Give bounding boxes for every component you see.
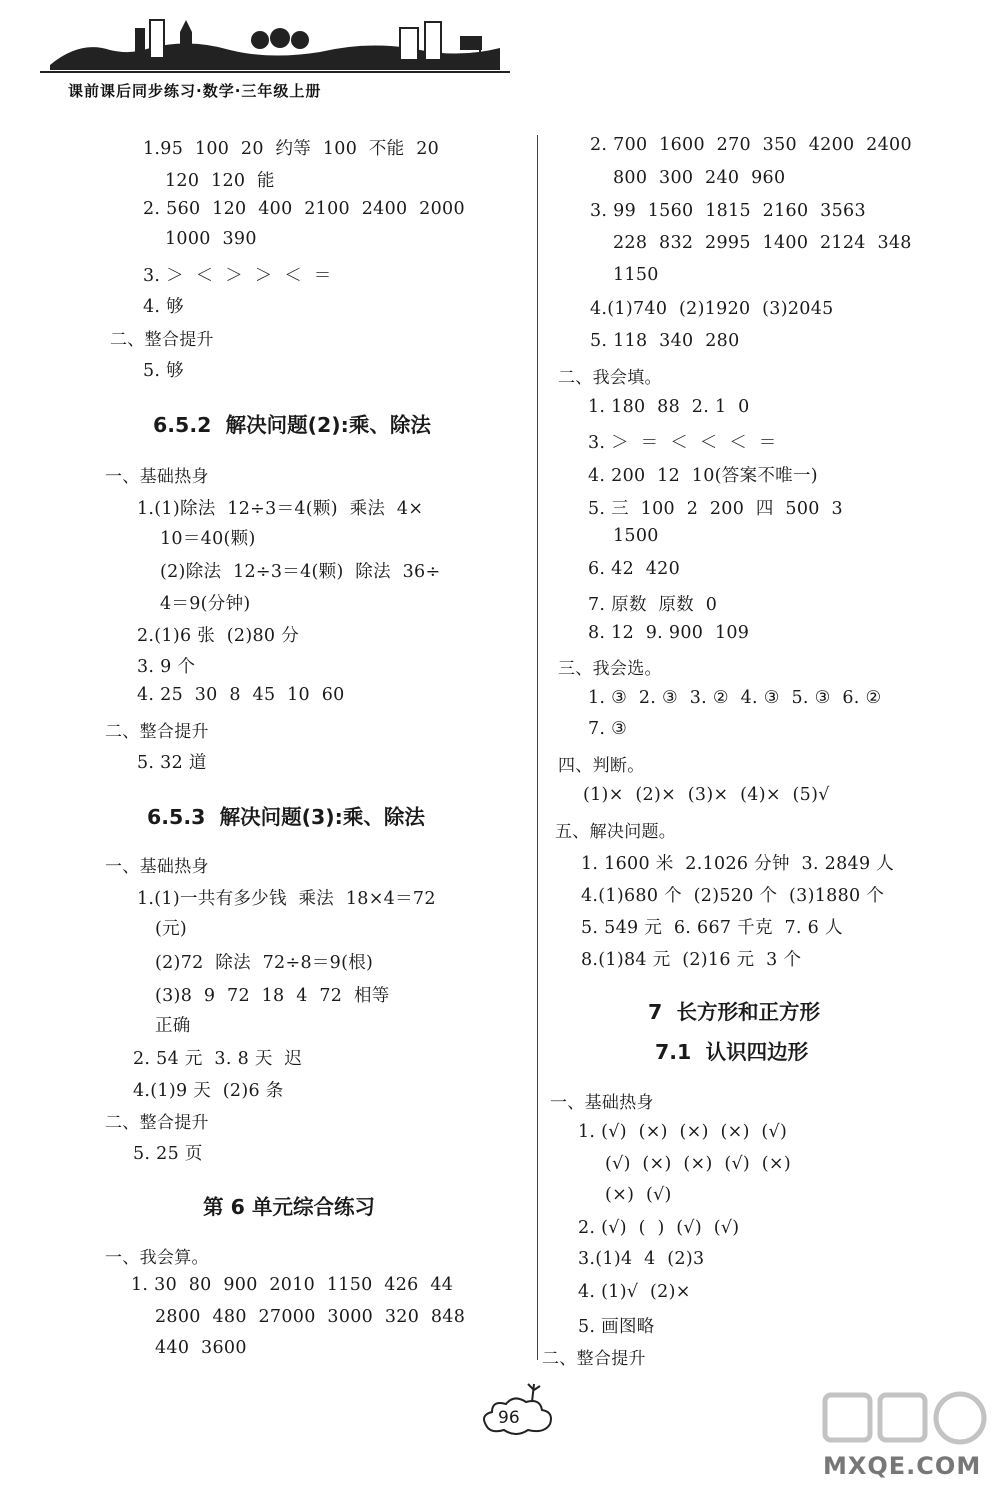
answer-line: 3. ＞ ＜ ＞ ＞ ＜ ＝ xyxy=(143,266,332,286)
header-banner xyxy=(40,10,510,100)
answer-line: (√) (×) (×) (√) (×) xyxy=(605,1154,791,1174)
answer-line: 3. ＞ ＝ ＜ ＜ ＜ ＝ xyxy=(588,433,777,453)
answer-line: 800 300 240 960 xyxy=(613,168,786,188)
section-label: 一、基础热身 xyxy=(550,1093,654,1113)
answer-line: 1. (√) (×) (×) (×) (√) xyxy=(578,1122,788,1142)
section-label: 二、整合提升 xyxy=(110,330,214,350)
answer-line: 10＝40(颗) xyxy=(160,529,256,549)
section-label: 一、我会算。 xyxy=(105,1248,209,1268)
answer-line: 1.95 100 20 约等 100 不能 20 xyxy=(143,139,440,159)
section-label: 五、解决问题。 xyxy=(555,822,677,842)
watermark-url: MXQE.COM xyxy=(823,1452,982,1480)
answer-line: 3. 9 个 xyxy=(137,657,196,677)
answer-line: 2800 480 27000 3000 320 848 xyxy=(155,1307,466,1327)
answer-line: 2.(1)6 张 (2)80 分 xyxy=(137,626,300,646)
answer-line: 5. 三 100 2 200 四 500 3 xyxy=(588,499,843,519)
answer-line: 1. 30 80 900 2010 1150 426 44 xyxy=(131,1275,454,1295)
column-divider xyxy=(537,135,538,1360)
answer-line: 1. 180 88 2. 1 0 xyxy=(588,397,750,417)
answer-line: (1)× (2)× (3)× (4)× (5)√ xyxy=(583,785,830,805)
answer-line: 2. 54 元 3. 8 天 迟 xyxy=(133,1049,303,1069)
answer-line: (2)72 除法 72÷8＝9(根) xyxy=(155,953,374,973)
answer-line: 440 3600 xyxy=(155,1338,247,1358)
answer-line: (3)8 9 72 18 4 72 相等 xyxy=(155,986,390,1006)
answer-line: 4. 25 30 8 45 10 60 xyxy=(137,685,345,705)
section-heading: 第 6 单元综合练习 xyxy=(203,1195,376,1219)
section-label: 一、基础热身 xyxy=(105,857,209,877)
answer-line: 4.(1)680 个 (2)520 个 (3)1880 个 xyxy=(581,886,885,906)
answer-line: 5. 549 元 6. 667 千克 7. 6 人 xyxy=(581,918,843,938)
answer-line: 228 832 2995 1400 2124 348 xyxy=(613,233,912,253)
answer-line: 5. 25 页 xyxy=(133,1144,203,1164)
section-label: 二、整合提升 xyxy=(542,1349,646,1369)
answer-line: 8.(1)84 元 (2)16 元 3 个 xyxy=(581,950,802,970)
answer-line: 1.(1)一共有多少钱 乘法 18×4＝72 xyxy=(137,889,436,909)
answer-line: 7. 原数 原数 0 xyxy=(588,595,718,615)
chapter-heading: 7 长方形和正方形 xyxy=(648,1000,821,1024)
section-label: 二、整合提升 xyxy=(105,722,209,742)
answer-line: 2. 560 120 400 2100 2400 2000 xyxy=(143,199,465,219)
page-number: 96 xyxy=(498,1408,520,1428)
answer-line: 4＝9(分钟) xyxy=(160,594,251,614)
section-label: 二、我会填。 xyxy=(558,368,662,388)
answer-line: 2. (√) ( ) (√) (√) xyxy=(578,1218,740,1238)
answer-line: 7. ③ xyxy=(588,719,628,739)
answer-line: 4.(1)740 (2)1920 (3)2045 xyxy=(590,299,834,319)
answer-line: 1.(1)除法 12÷3＝4(颗) 乘法 4× xyxy=(137,499,424,519)
answer-line: 1500 xyxy=(613,526,659,546)
answer-line: 6. 42 420 xyxy=(588,559,681,579)
section-heading: 6.5.3 解决问题(3):乘、除法 xyxy=(147,805,425,829)
section-label: 三、我会选。 xyxy=(558,659,662,679)
answer-line: 1000 390 xyxy=(165,229,257,249)
answer-line: 正确 xyxy=(155,1016,191,1036)
answer-line: 1. ③ 2. ③ 3. ② 4. ③ 5. ③ 6. ② xyxy=(588,688,882,708)
answer-line: 4. 够 xyxy=(143,297,184,317)
answer-line: 5. 画图略 xyxy=(578,1317,655,1337)
answer-line: 4. (1)√ (2)× xyxy=(578,1282,691,1302)
answer-line: 1. 1600 米 2.1026 分钟 3. 2849 人 xyxy=(581,854,895,874)
answer-line: 5. 够 xyxy=(143,361,184,381)
section-heading: 7.1 认识四边形 xyxy=(655,1040,809,1064)
section-heading: 6.5.2 解决问题(2):乘、除法 xyxy=(153,413,431,437)
section-label: 二、整合提升 xyxy=(105,1113,209,1133)
answer-line: 5. 32 道 xyxy=(137,753,207,773)
answer-line: (×) (√) xyxy=(605,1185,672,1205)
header-skyline-art xyxy=(40,10,510,80)
page-number-badge xyxy=(478,1380,558,1440)
answer-line: 1150 xyxy=(613,265,659,285)
answer-line: 8. 12 9. 900 109 xyxy=(588,623,750,643)
answer-line: 3. 99 1560 1815 2160 3563 xyxy=(590,201,866,221)
book-subtitle: 课前课后同步练习·数学·三年级上册 xyxy=(68,82,322,100)
answer-line: 120 120 能 xyxy=(165,171,275,191)
answer-line: 5. 118 340 280 xyxy=(590,331,740,351)
answer-line: 4. 200 12 10(答案不唯一) xyxy=(588,466,818,486)
answer-line: (元) xyxy=(155,919,188,939)
answer-line: 4.(1)9 天 (2)6 条 xyxy=(133,1081,284,1101)
section-label: 一、基础热身 xyxy=(105,467,209,487)
section-label: 四、判断。 xyxy=(558,756,645,776)
answer-line: 3.(1)4 4 (2)3 xyxy=(578,1249,705,1269)
answer-line: (2)除法 12÷3＝4(颗) 除法 36÷ xyxy=(160,562,441,582)
answer-line: 2. 700 1600 270 350 4200 2400 xyxy=(590,135,912,155)
